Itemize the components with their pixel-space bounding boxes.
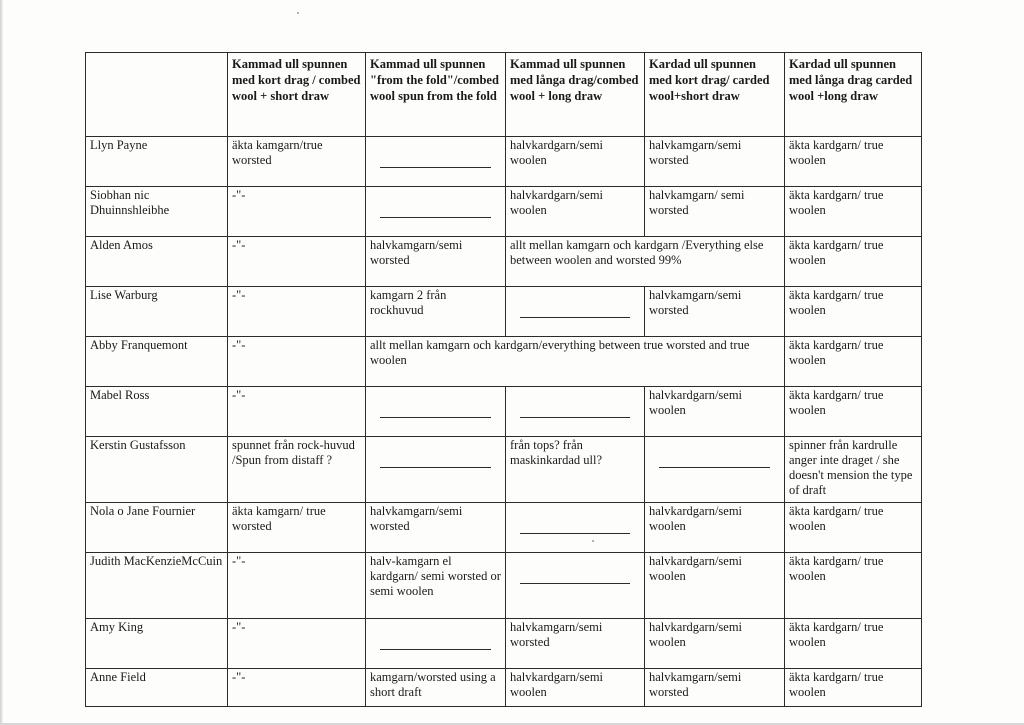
respondent-name: Llyn Payne (86, 137, 228, 187)
table-cell: halvkardgarn/semi woolen (645, 619, 785, 669)
table-cell: äkta kardgarn/ true woolen (785, 137, 922, 187)
blank-line (380, 167, 491, 168)
table-cell: halvkardgarn/semi woolen (506, 187, 645, 237)
respondent-name: Kerstin Gustafsson (86, 437, 228, 503)
table-row (86, 337, 922, 387)
respondent-name: Amy King (86, 619, 228, 669)
table-cell: äkta kardgarn/ true woolen (785, 553, 922, 619)
scan-edge (0, 0, 3, 725)
ditto-mark: -"- (228, 237, 366, 287)
column-header: Kammad ull spunnen "from the fold"/combed wool spun from the fold (366, 53, 506, 137)
table-cell: halvkamgarn/ semi worsted (645, 187, 785, 237)
table-cell: halvkardgarn/semi woolen (645, 503, 785, 553)
table-row (86, 187, 922, 237)
table-cell: spinner från kardrulle anger inte draget / she doesn't mension the type of draft (785, 437, 922, 503)
table-cell: äkta kardgarn/ true woolen (785, 337, 922, 387)
table-cell: från tops? från maskinkardad ull? (506, 437, 645, 503)
table-cell-merged: allt mellan kamgarn och kardgarn/everything between true worsted and true woolen (366, 337, 785, 387)
blank-line (520, 317, 630, 318)
table-cell: halvkardgarn/semi woolen (645, 387, 785, 437)
blank-cell (366, 137, 506, 187)
table-row (86, 287, 922, 337)
table-cell: halvkamgarn/semi worsted (645, 137, 785, 187)
respondent-name: Judith MacKenzieMcCuin (86, 553, 228, 619)
table-row (86, 237, 922, 287)
ditto-mark: -"- (228, 337, 366, 387)
table-row (86, 503, 922, 553)
table-cell: äkta kamgarn/ true worsted (228, 503, 366, 553)
respondent-name: Alden Amos (86, 237, 228, 287)
column-header: Kardad ull spunnen med kort drag/ carded wool+short draw (645, 53, 785, 137)
table-cell: äkta kardgarn/ true woolen (785, 503, 922, 553)
table-cell: äkta kardgarn/ true woolen (785, 619, 922, 669)
table-row (86, 387, 922, 437)
table-cell: halvkamgarn/semi worsted (645, 287, 785, 337)
table-cell: halvkardgarn/semi woolen (645, 553, 785, 619)
table-cell: kamgarn/worsted using a short draft (366, 669, 506, 707)
respondent-name: Mabel Ross (86, 387, 228, 437)
table-cell: äkta kardgarn/ true woolen (785, 669, 922, 707)
table-row (86, 669, 922, 707)
ditto-mark: -"- (228, 387, 366, 437)
blank-cell (506, 553, 645, 619)
spinning-survey-table (85, 52, 922, 707)
table-cell: äkta kardgarn/ true woolen (785, 237, 922, 287)
blank-cell (506, 287, 645, 337)
table-cell: äkta kardgarn/ true woolen (785, 287, 922, 337)
ditto-mark: -"- (228, 553, 366, 619)
table-cell: halvkardgarn/semi woolen (506, 137, 645, 187)
blank-line (520, 583, 630, 584)
table-cell: halv-kamgarn el kardgarn/ semi worsted or semi woolen (366, 553, 506, 619)
column-header: Kammad ull spunnen med kort drag / combed wool + short draw (228, 53, 366, 137)
respondent-name: Abby Franquemont (86, 337, 228, 387)
scan-speck (297, 12, 299, 14)
blank-line (520, 417, 630, 418)
table-row (86, 553, 922, 619)
table-row (86, 437, 922, 503)
blank-line (659, 467, 770, 468)
table-cell: halvkardgarn/semi woolen (506, 669, 645, 707)
column-header: Kammad ull spunnen med långa drag/combed wool + long draw (506, 53, 645, 137)
respondent-name: Siobhan nic Dhuinnshleibhe (86, 187, 228, 237)
header-row (86, 53, 922, 137)
blank-cell (645, 437, 785, 503)
ditto-mark: -"- (228, 619, 366, 669)
table-row (86, 137, 922, 187)
respondent-name: Nola o Jane Fournier (86, 503, 228, 553)
blank-line (520, 533, 630, 534)
table-cell: halvkamgarn/semi worsted (366, 237, 506, 287)
table-cell: halvkamgarn/semi worsted (506, 619, 645, 669)
table-cell: äkta kamgarn/true worsted (228, 137, 366, 187)
ditto-mark: -"- (228, 287, 366, 337)
table-cell: halvkamgarn/semi worsted (645, 669, 785, 707)
ditto-mark: -"- (228, 669, 366, 707)
blank-cell (366, 437, 506, 503)
table-cell-merged: allt mellan kamgarn och kardgarn /Everything else between woolen and worsted 99% (506, 237, 785, 287)
column-header: Kardad ull spunnen med långa drag carded wool +long draw (785, 53, 922, 137)
respondent-name: Lise Warburg (86, 287, 228, 337)
table-cell: spunnet från rock-huvud /Spun from distaff ? (228, 437, 366, 503)
table-cell: äkta kardgarn/ true woolen (785, 387, 922, 437)
respondent-name: Anne Field (86, 669, 228, 707)
table-row (86, 619, 922, 669)
blank-line (380, 217, 491, 218)
table-cell: kamgarn 2 från rockhuvud (366, 287, 506, 337)
blank-cell (366, 187, 506, 237)
blank-line (380, 467, 491, 468)
blank-cell (366, 619, 506, 669)
table-cell: äkta kardgarn/ true woolen (785, 187, 922, 237)
corner-cell (86, 53, 228, 137)
blank-cell (506, 387, 645, 437)
blank-line (380, 417, 491, 418)
table-cell: halvkamgarn/semi worsted (366, 503, 506, 553)
blank-cell (366, 387, 506, 437)
blank-line (380, 649, 491, 650)
blank-cell (506, 503, 645, 553)
ditto-mark: -"- (228, 187, 366, 237)
